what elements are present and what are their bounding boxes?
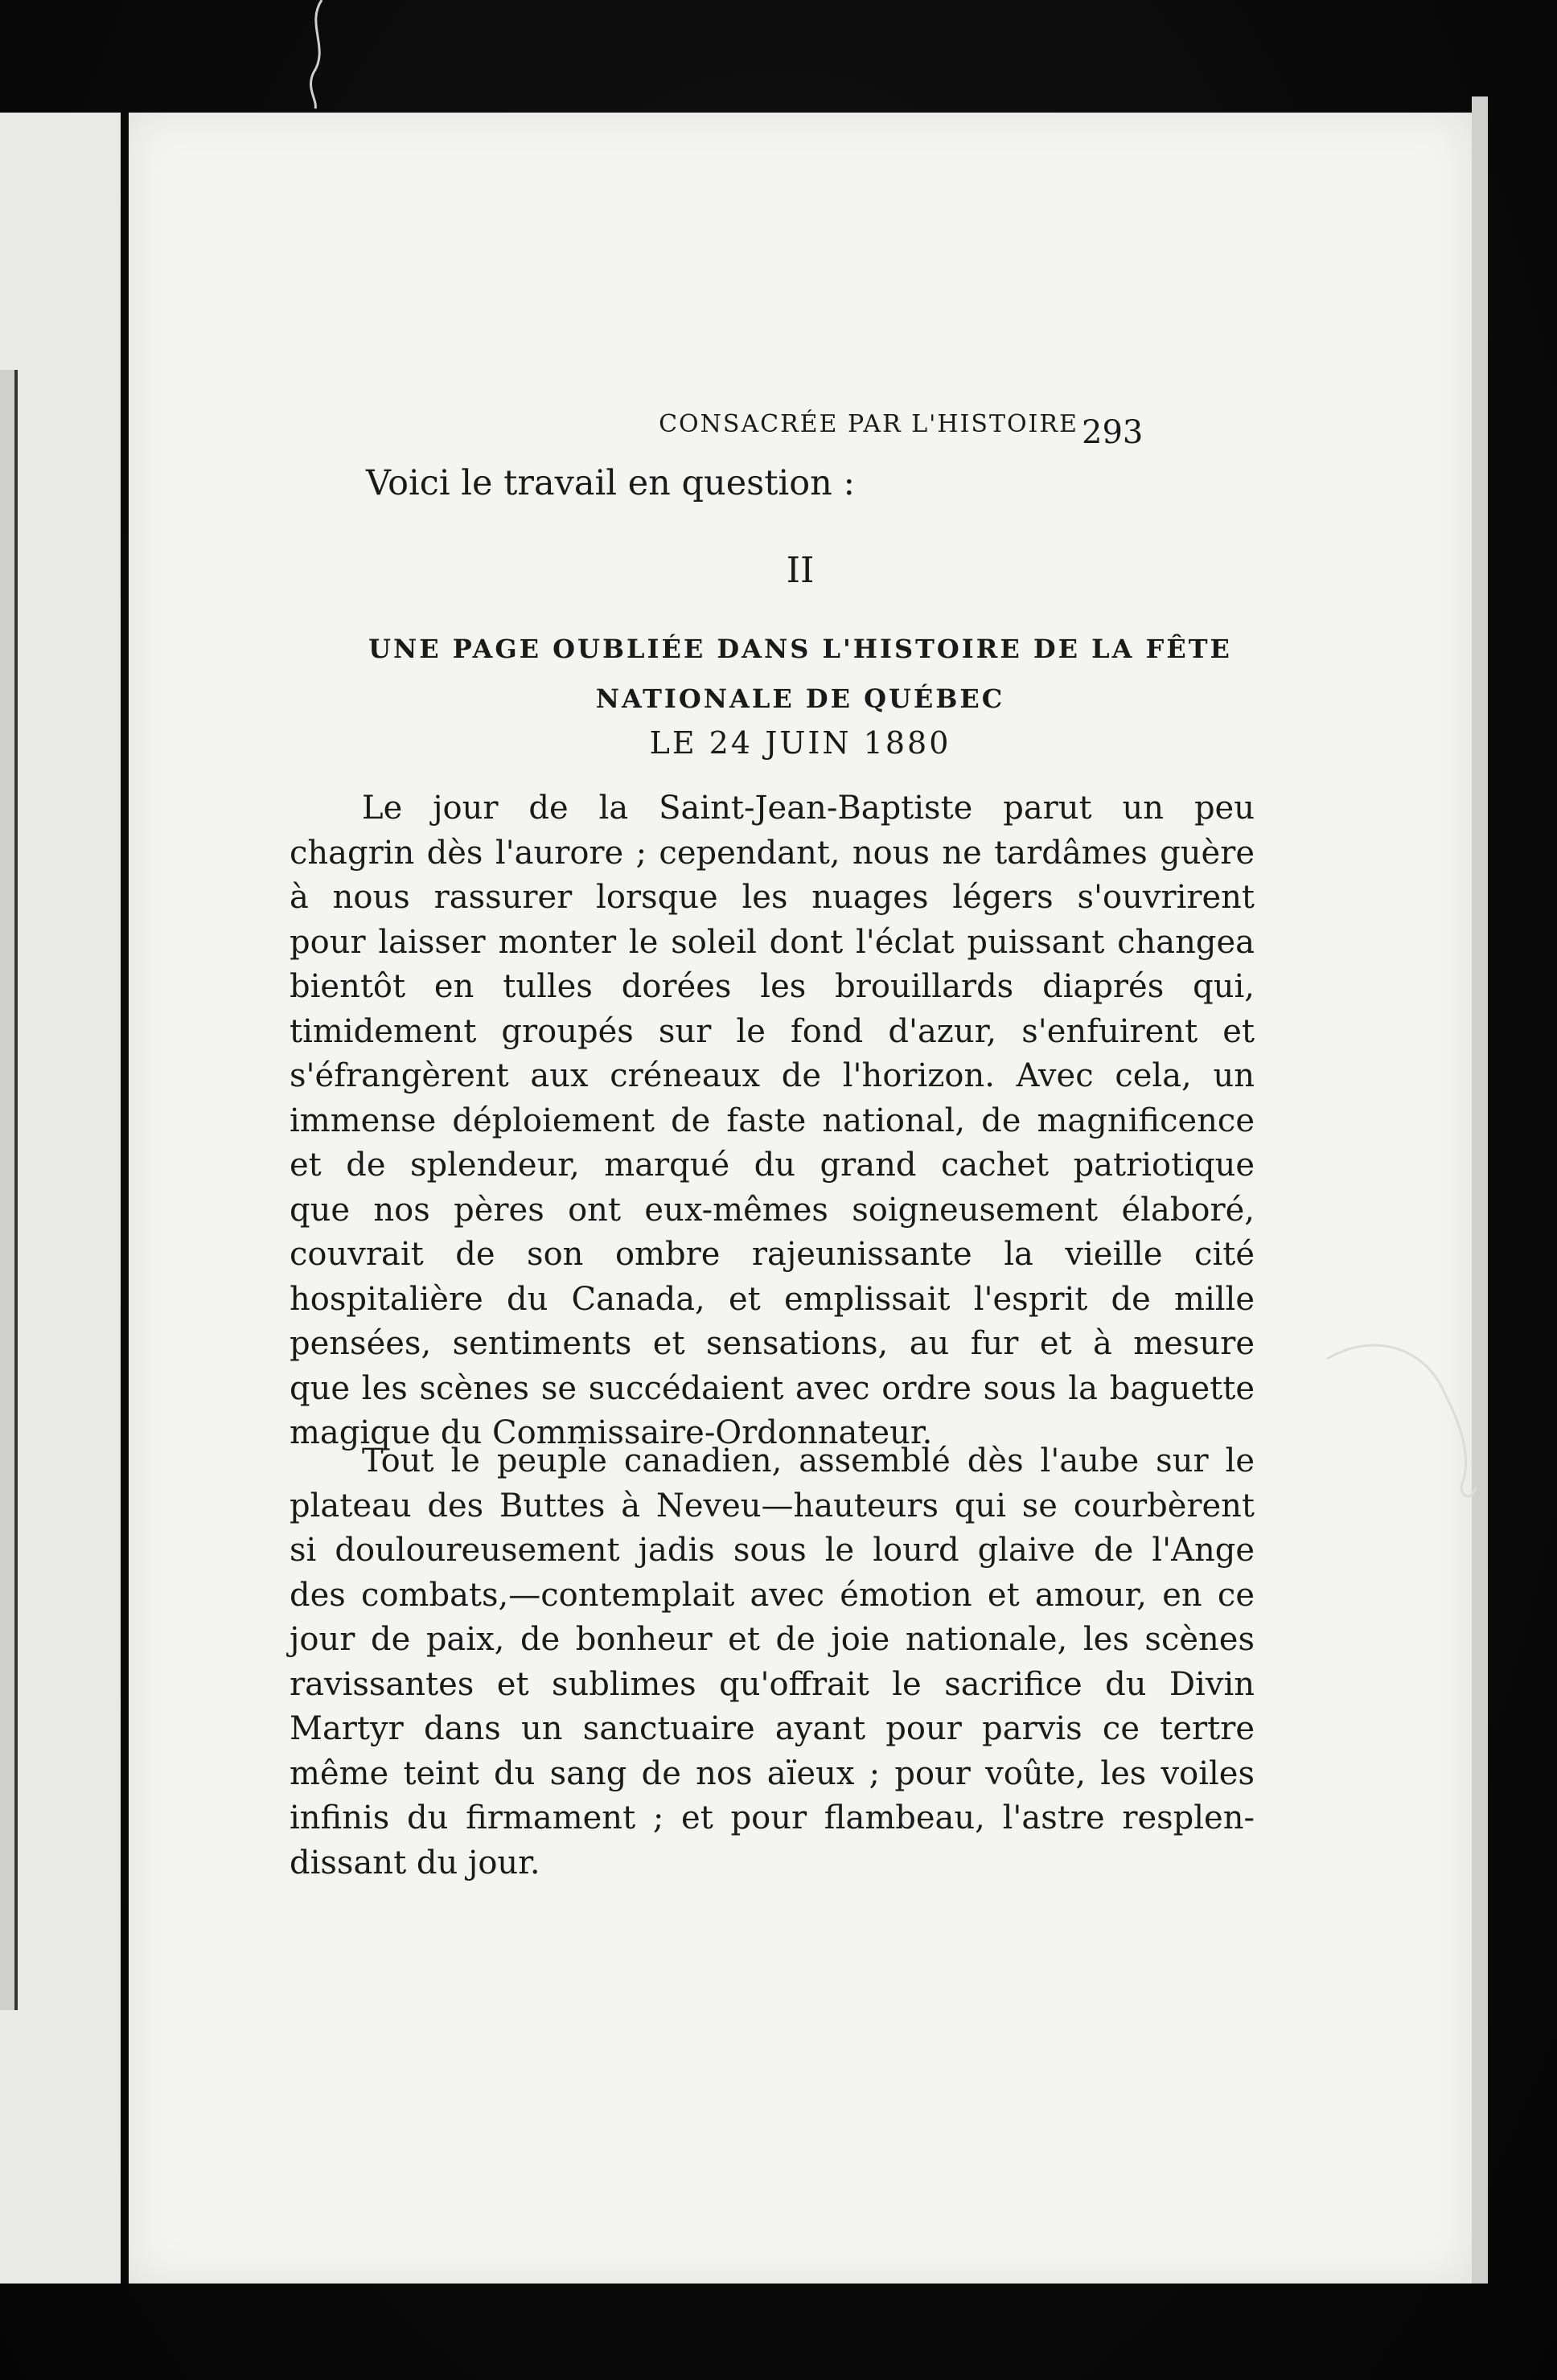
previous-page-edge [0,113,121,2284]
paragraph-line: timidement groupés sur le fond d'azur, s'enfuirent et [290,1012,1255,1050]
paragraph-line: plateau des Buttes à Neveu—hauteurs qui se courbèrent [290,1487,1255,1524]
paragraph-line: Martyr dans un sanctuaire ayant pour parvis ce tertre [290,1710,1255,1747]
paragraph-line: si douloureusement jadis sous le lourd glaive de l'Ange [290,1532,1255,1569]
paragraph-line: même teint du sang de nos aïeux ; pour voûte, les voiles [290,1754,1255,1792]
paragraph-line: à nous rassurer lorsque les nuages légers s'ouvrirent [290,879,1255,916]
paragraph-line: immense déploiement de faste national, de magnificence [290,1102,1255,1139]
paragraph-line: que les scènes se succédaient avec ordre sous la baguette [290,1369,1255,1407]
paragraph-1 [290,786,1255,1456]
paragraph-line: bientôt en tulles dorées les brouillards diaprés qui, [290,968,1255,1005]
paragraph-line: infinis du firmament ; et pour flambeau, l'astre resplen- [290,1799,1255,1836]
paragraph-line: pensées, sentiments et sensations, au fur et à mesure [290,1325,1255,1362]
book-page [129,113,1472,2284]
heading-line-3: LE 24 JUIN 1880 [649,725,951,761]
paragraph-2 [290,1439,1255,1886]
paragraph-line: hospitalière du Canada, et emplissait l'esprit de mille [290,1280,1255,1318]
section-numeral: II [786,550,815,591]
heading-line-2: NATIONALE DE QUÉBEC [595,683,1005,714]
paragraph-line: magique du Commissaire-Ordonnateur. [290,1414,933,1451]
paragraph-line: Tout le peuple canadien, assemblé dès l'aube sur le [362,1442,1255,1479]
page-shadow [1472,96,1488,2284]
paragraph-line: Le jour de la Saint-Jean-Baptiste parut un peu [362,790,1255,827]
paragraph-line: et de splendeur, marqué du grand cachet patriotique [290,1147,1255,1184]
paragraph-line: jour de paix, de bonheur et de joie nationale, les scènes [290,1621,1255,1658]
intro-line: Voici le travail en question : [366,463,856,503]
previous-page-frame [0,370,18,2010]
paragraph-line: chagrin dès l'aurore ; cependant, nous ne tardâmes guère [290,834,1255,872]
heading-line-1: UNE PAGE OUBLIÉE DANS L'HISTOIRE DE LA FÊTE [368,634,1232,664]
paragraph-line: couvrait de son ombre rajeunissante la vieille cité [290,1236,1255,1273]
paragraph-line: ravissantes et sublimes qu'offrait le sacrifice du Divin [290,1665,1255,1703]
paragraph-line: des combats,—contemplait avec émotion et amour, en ce [290,1576,1255,1614]
page-number: 293 [1082,414,1144,451]
running-head: CONSACRÉE PAR L'HISTOIRE [659,410,1078,438]
paragraph-line: dissant du jour. [290,1844,540,1881]
paragraph-line: pour laisser monter le soleil dont l'éclat puissant changea [290,923,1255,961]
paragraph-line: s'éfrangèrent aux créneaux de l'horizon. Avec cela, un [290,1057,1255,1094]
paragraph-line: que nos pères ont eux-mêmes soigneusement élaboré, [290,1191,1255,1229]
